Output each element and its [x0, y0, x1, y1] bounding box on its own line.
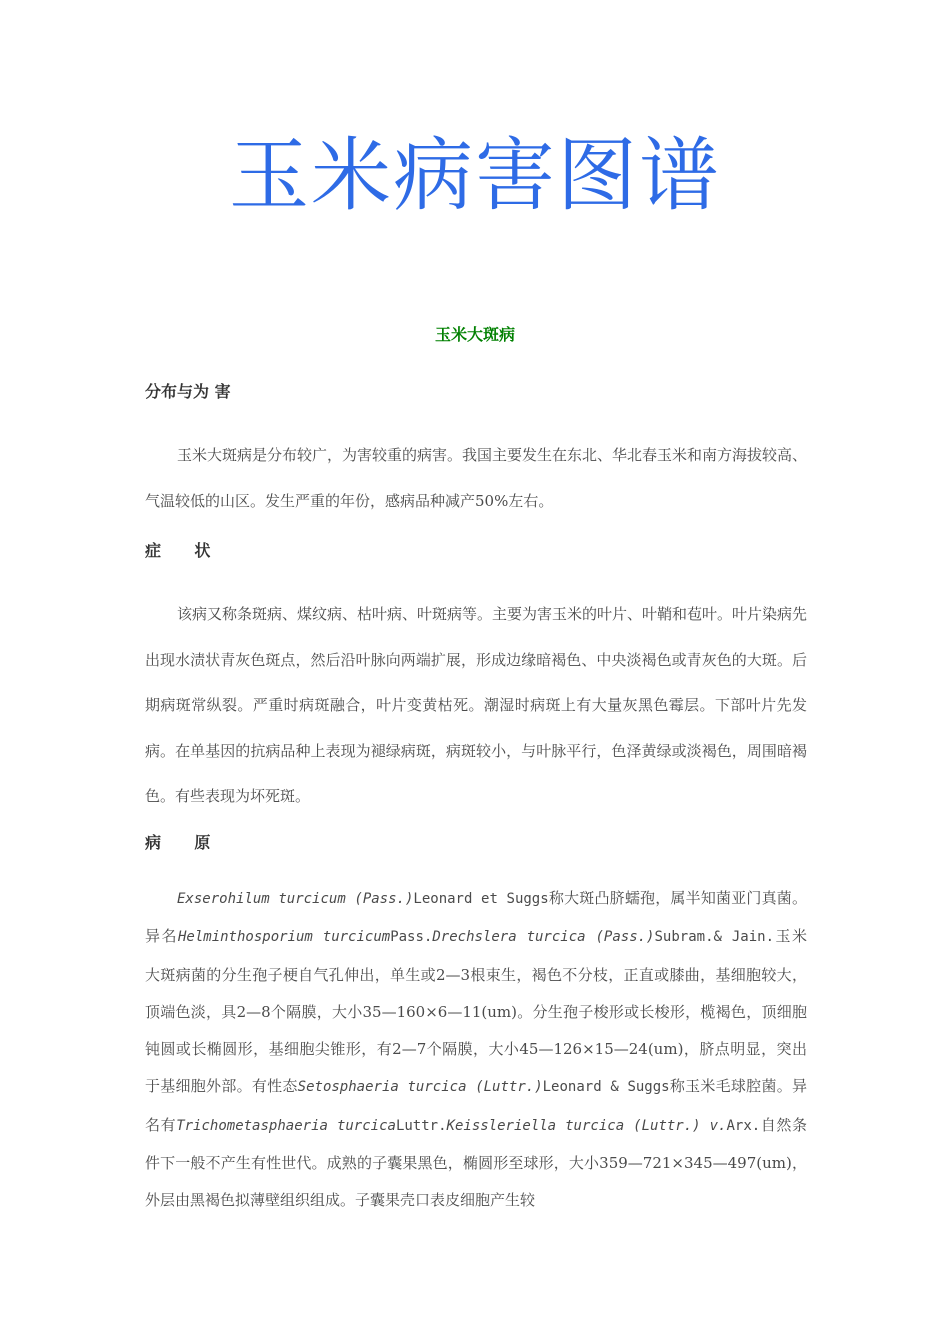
- heading-distribution: 分布与为 害: [145, 382, 231, 401]
- heading-pathogen: 病 原: [145, 833, 211, 852]
- pathogen-authority: Leonard et Suggs: [413, 891, 549, 907]
- teleomorph-synonym: Trichometasphaeria turcica: [176, 1117, 396, 1134]
- synonym-name-2: Drechslera turcica (Pass.): [432, 929, 655, 946]
- paragraph-distribution: [145, 432, 807, 524]
- document-title: 玉米病害图谱: [229, 129, 721, 222]
- teleomorph-description: 自然条件下一般不产生有性世代。成熟的子囊果黑色，椭圆形至球形，大小359—721×345—497(um)，外层由黑褐色拟薄壁组织组成。子囊果壳口表皮细胞产生较: [145, 1115, 807, 1210]
- section-title: 玉米大斑病: [434, 325, 515, 344]
- teleomorph-synonym-2-authority: Arx.: [726, 1117, 761, 1134]
- teleomorph-authority: Leonard & Suggs: [542, 1079, 670, 1096]
- pathogen-description: 玉米大斑病菌的分生孢子梗自气孔伸出，单生或2—3根束生，褐色不分枝，正直或膝曲，基细胞较大，顶端色淡，具2—8个隔膜，大小35—160×6—11(um)。分生孢子梭形或长梭形，榄褐色，顶细胞钝圆或长椭圆形，基细胞尖锥形，有2—7个隔膜，大小45—126×15—24(um)，脐点明显，突出于基细胞外部。有性态: [145, 927, 807, 1096]
- teleomorph-synonym-authority: Luttr.: [395, 1117, 447, 1134]
- teleomorph-text: 称玉米毛球腔菌。异名有: [145, 1077, 807, 1134]
- paragraph-symptoms: [145, 592, 807, 820]
- pathogen-text-part: 称大斑凸脐蠕孢，属半知菌亚门真菌。异名: [145, 889, 808, 946]
- pathogen-species-name: Exserohilum turcicum (Pass.): [177, 891, 414, 907]
- synonym-authority-2: Subram.& Jain.: [654, 929, 774, 946]
- synonym-authority: Pass.: [390, 929, 433, 946]
- heading-symptoms: 症 状: [145, 541, 211, 560]
- paragraph-pathogen: [145, 880, 807, 1220]
- symptoms-text: 该病又称条斑病、煤纹病、枯叶病、叶斑病等。主要为害玉米的叶片、叶鞘和苞叶。叶片染病先出现水渍状青灰色斑点，然后沿叶脉向两端扩展，形成边缘暗褐色、中央淡褐色或青灰色的大斑。后期病斑常纵裂。严重时病斑融合，叶片变黄枯死。潮湿时病斑上有大量灰黑色霉层。下部叶片先发病。在单基因的抗病品种上表现为褪绿病斑，病斑较小，与叶脉平行，色泽黄绿或淡褐色，周围暗褐色。有些表现为坏死斑。: [145, 605, 808, 805]
- teleomorph-name: Setosphaeria turcica (Luttr.): [297, 1079, 543, 1096]
- pathogen-text: [145, 880, 807, 1220]
- teleomorph-synonym-2: Keissleriella turcica (Luttr.) v.: [446, 1117, 727, 1134]
- synonym-name: Helminthosporium turcicum: [177, 929, 391, 946]
- distribution-text: 玉米大斑病是分布较广，为害较重的病害。我国主要发生在东北、华北春玉米和南方海拔较高、气温较低的山区。发生严重的年份，感病品种减产50%左右。: [145, 446, 808, 510]
